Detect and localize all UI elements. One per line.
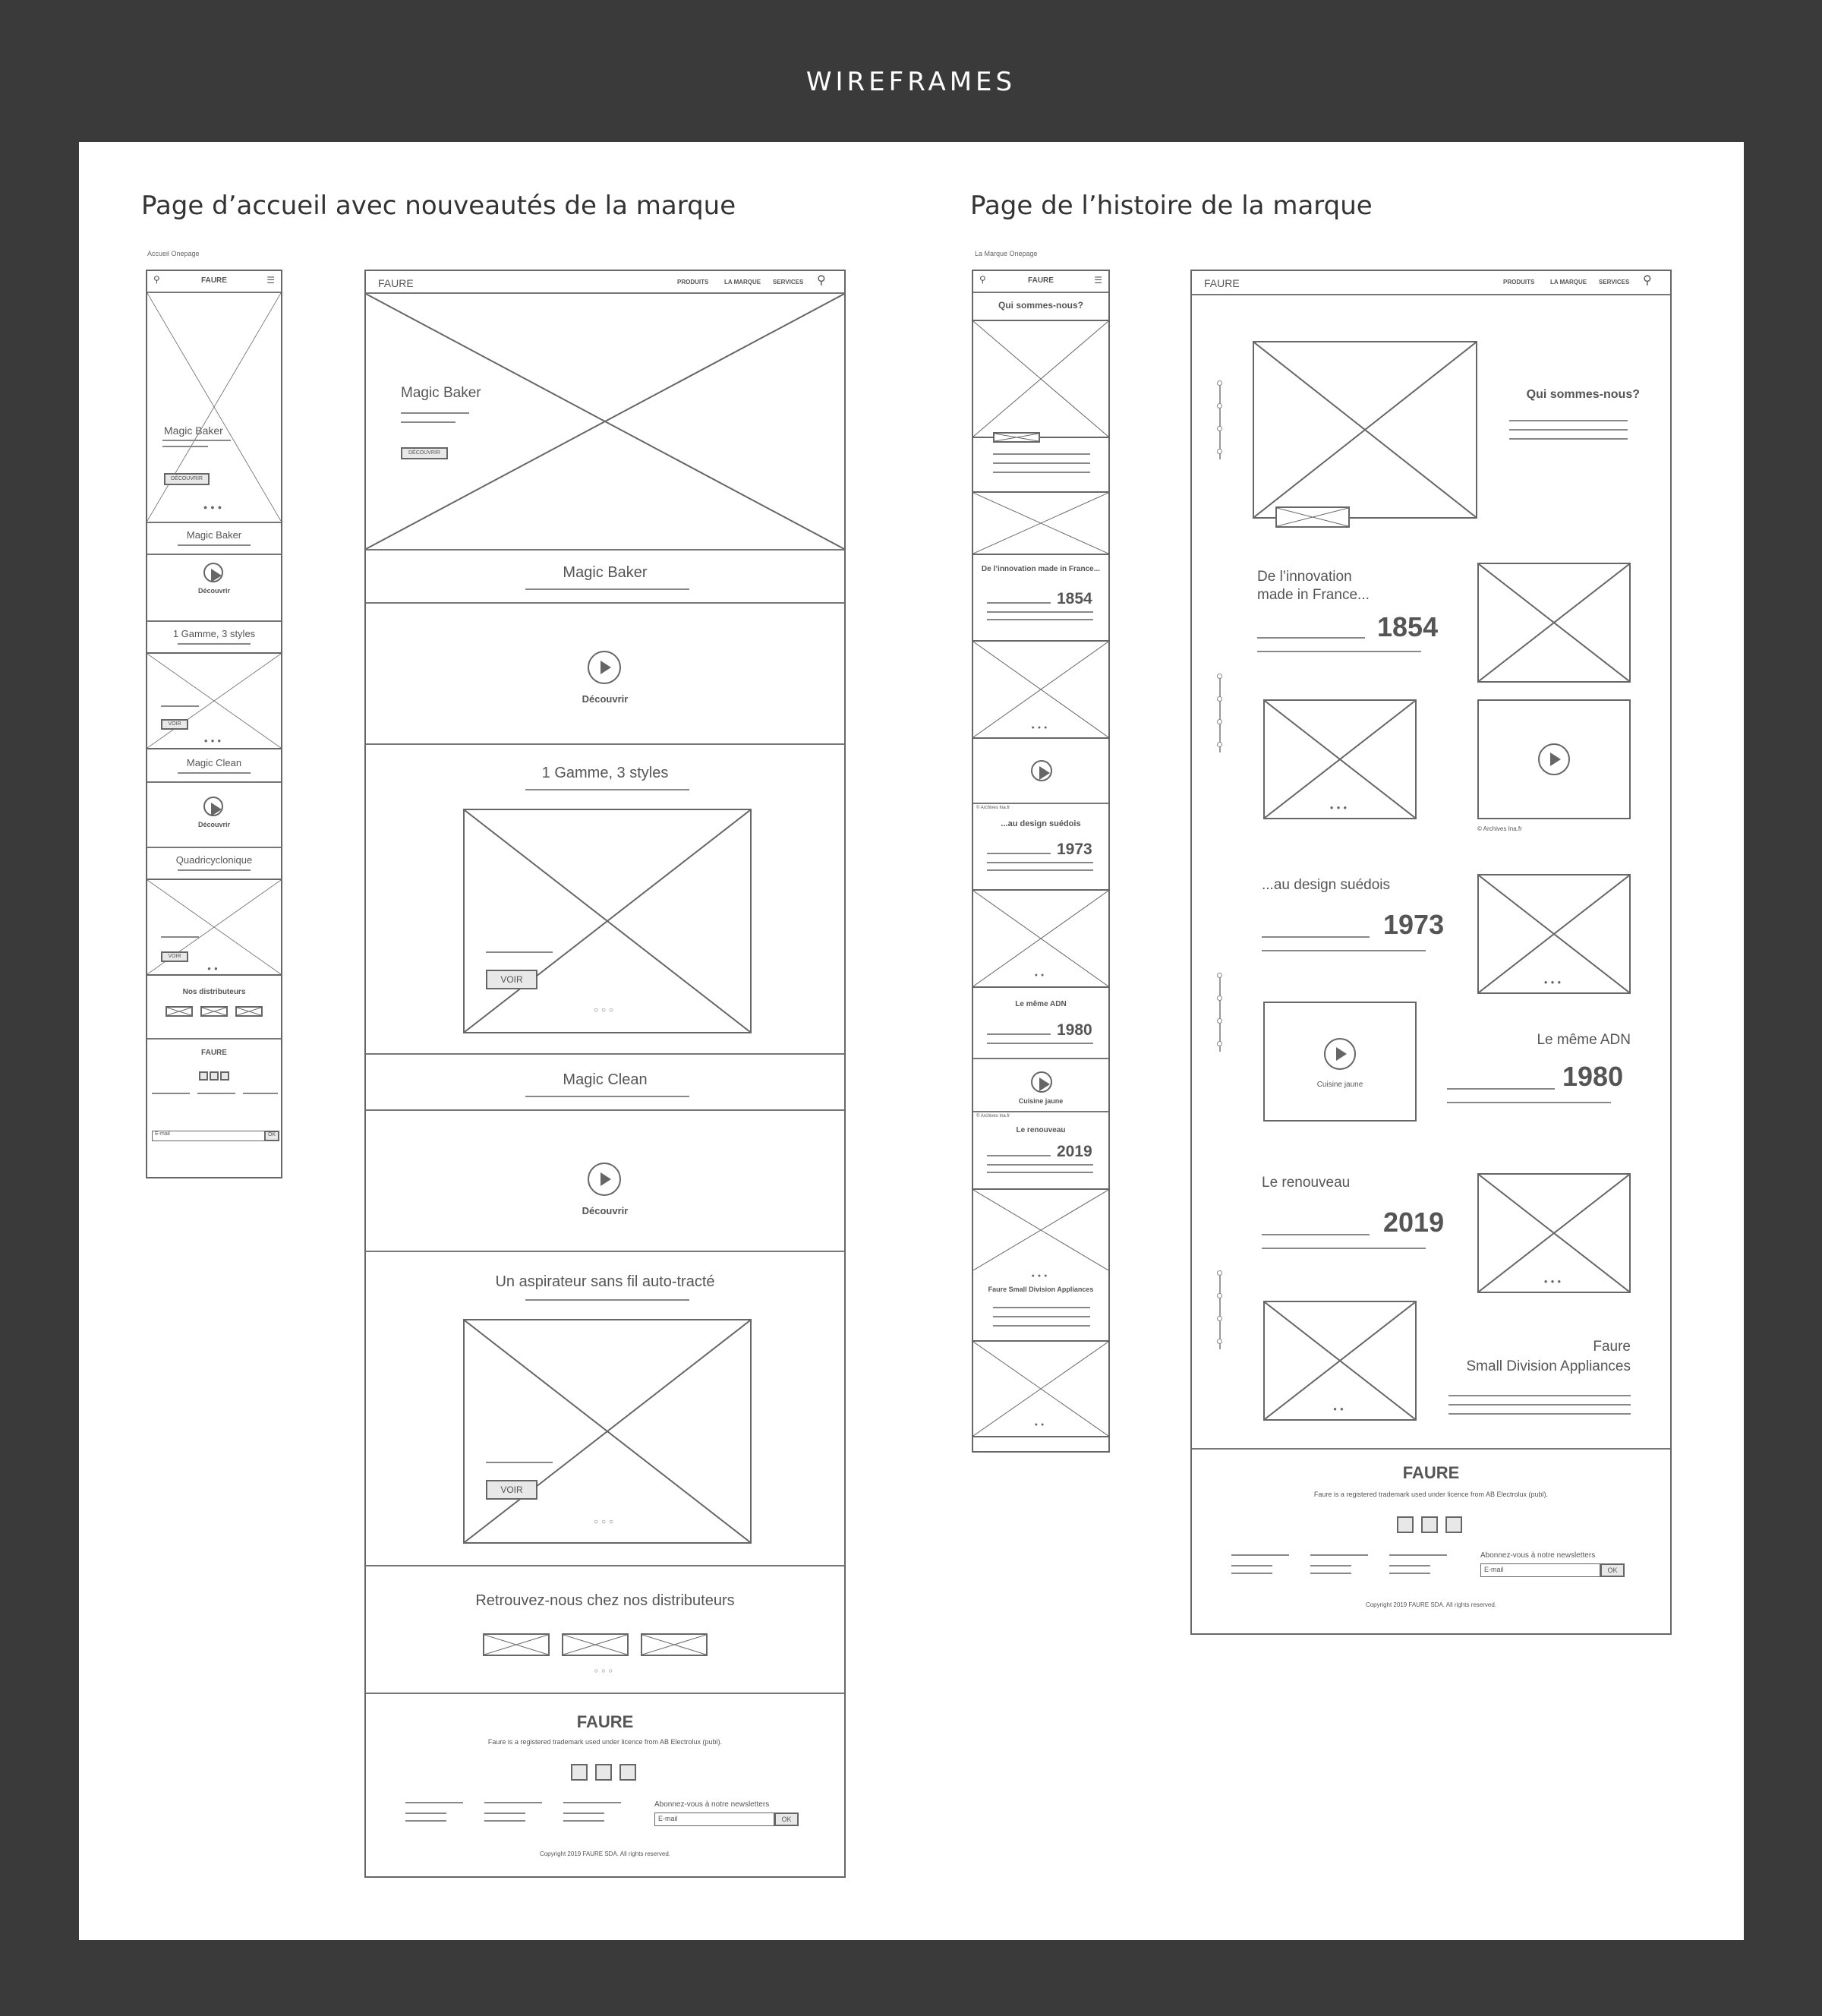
desktop-ok-button[interactable]: OK xyxy=(774,1813,799,1826)
archives-credit: © Archives Ina.fr xyxy=(1477,825,1522,832)
timeline-dot[interactable] xyxy=(1217,1293,1222,1298)
play-icon[interactable] xyxy=(1031,1071,1052,1093)
desktop-year-1854: 1854 xyxy=(1377,611,1439,642)
timeline-dot[interactable] xyxy=(1217,1316,1222,1321)
home-mobile-caption: Accueil Onepage xyxy=(147,250,200,257)
carousel-dots[interactable]: ●● xyxy=(1034,973,1048,978)
mobile-innovation-title: De l’innovation made in France... xyxy=(981,565,1101,573)
mobile-play-label[interactable]: Découvrir xyxy=(197,587,231,595)
wireframe-board xyxy=(79,142,1744,1940)
timeline-dot[interactable] xyxy=(1217,1041,1222,1046)
social-icon[interactable] xyxy=(571,1764,588,1781)
play-icon[interactable] xyxy=(588,1163,621,1196)
desktop-year-1973: 1973 xyxy=(1383,909,1445,940)
desktop-footer-brand: FAURE xyxy=(1402,1463,1460,1482)
social-icon[interactable] xyxy=(1421,1516,1438,1533)
desktop-email-input[interactable]: E-mail xyxy=(654,1813,774,1826)
mobile-voir-button[interactable]: VOIR xyxy=(161,951,188,962)
timeline-dot[interactable] xyxy=(1217,1270,1222,1276)
mobile-s3-title: Magic Clean xyxy=(186,757,242,768)
distributor-logo[interactable] xyxy=(483,1633,550,1656)
history-desktop-frame xyxy=(1190,270,1672,1635)
play-icon[interactable] xyxy=(203,797,223,816)
carousel-dots[interactable]: ●● xyxy=(1034,1422,1048,1428)
mobile-year-1854: 1854 xyxy=(1057,590,1092,607)
mobile-adn-title: Le même ADN xyxy=(1015,1000,1067,1008)
mobile-small-title: Faure Small Division Appliances xyxy=(988,1286,1094,1293)
nav-la-marque[interactable]: LA MARQUE xyxy=(1550,279,1587,286)
nav-services[interactable]: SERVICES xyxy=(1599,279,1630,286)
history-mobile-frame xyxy=(972,270,1110,1272)
mobile-archives-credit: © Archives Ina.fr xyxy=(976,806,1010,810)
social-icon[interactable] xyxy=(619,1764,636,1781)
timeline-dot[interactable] xyxy=(1217,426,1222,431)
desktop-distributors-title: Retrouvez-nous chez nos distributeurs xyxy=(475,1592,735,1609)
desktop-s1-title: Magic Baker xyxy=(563,564,648,581)
desktop-year-1980: 1980 xyxy=(1562,1061,1624,1092)
social-icon[interactable] xyxy=(1397,1516,1414,1533)
desktop-innovation-l1: De l’innovation xyxy=(1257,569,1352,585)
desktop-newsletter-label: Abonnez-vous à notre newsletters xyxy=(1480,1551,1596,1560)
play-icon[interactable] xyxy=(588,651,621,684)
history-mobile-frame-bottom xyxy=(972,1270,1110,1453)
mobile-ok-button[interactable]: OK xyxy=(264,1131,279,1141)
desktop-brand[interactable]: FAURE xyxy=(1204,277,1240,289)
history-image xyxy=(1477,874,1631,994)
timeline-dot[interactable] xyxy=(1217,380,1222,386)
menu-icon[interactable]: ☰ xyxy=(1094,275,1102,286)
mobile-hero-button[interactable]: DÉCOUVRIR xyxy=(164,473,210,485)
desktop-play-label[interactable]: Découvrir xyxy=(582,1205,629,1216)
history-image xyxy=(1263,1301,1417,1421)
play-icon[interactable] xyxy=(1324,1038,1356,1070)
social-icon[interactable] xyxy=(210,1071,219,1081)
desktop-s4-image xyxy=(463,1319,752,1544)
desktop-brand[interactable]: FAURE xyxy=(378,277,414,289)
desktop-s3-title: Magic Clean xyxy=(563,1071,648,1088)
desktop-hero-button[interactable]: DÉCOUVRIR xyxy=(401,447,448,459)
desktop-newsletter-label: Abonnez-vous à notre newsletters xyxy=(654,1800,770,1809)
mobile-brand[interactable]: FAURE xyxy=(1028,276,1054,285)
timeline-dot[interactable] xyxy=(1217,742,1222,747)
desktop-play-label[interactable]: Découvrir xyxy=(582,693,629,705)
timeline-track xyxy=(1219,677,1221,752)
carousel-dots[interactable]: ○○○ xyxy=(593,1006,617,1014)
home-desktop-frame xyxy=(364,270,846,1878)
play-icon[interactable] xyxy=(203,563,223,582)
cuisine-label[interactable]: Cuisine jaune xyxy=(1316,1081,1363,1089)
search-icon[interactable]: ⚲ xyxy=(153,274,160,285)
desktop-s4-title: Un aspirateur sans fil auto-tracté xyxy=(495,1273,715,1290)
carousel-dots[interactable]: ●●● xyxy=(1031,1273,1051,1279)
search-icon[interactable]: ⚲ xyxy=(979,274,986,285)
mobile-archives-credit: © Archives Ina.fr xyxy=(976,1114,1010,1118)
mobile-s2-image xyxy=(147,652,281,749)
mobile-s1-title: Magic Baker xyxy=(186,529,242,541)
nav-produits[interactable]: PRODUITS xyxy=(1503,279,1535,286)
carousel-dots[interactable]: ●●● xyxy=(1031,725,1051,730)
history-image xyxy=(1477,563,1631,683)
carousel-dots[interactable]: ●●● xyxy=(1543,979,1565,986)
distributor-logo[interactable] xyxy=(562,1633,629,1656)
desktop-innovation-l2: made in France... xyxy=(1257,587,1370,603)
carousel-dots[interactable]: ○○○ xyxy=(594,1667,616,1674)
carousel-dots[interactable]: ●●● xyxy=(1543,1278,1565,1285)
mobile-play-label[interactable]: Découvrir xyxy=(197,821,231,828)
desktop-small-l1: Faure xyxy=(1593,1339,1631,1355)
timeline-track xyxy=(1219,976,1221,1052)
mobile-distributors-title: Nos distributeurs xyxy=(182,988,246,996)
timeline-dot[interactable] xyxy=(1217,674,1222,679)
desktop-copyright: Copyright 2019 FAURE SDA. All rights reserved. xyxy=(1365,1601,1497,1608)
timeline-dot[interactable] xyxy=(1217,1018,1222,1024)
mobile-renouveau-title: Le renouveau xyxy=(1016,1126,1066,1134)
desktop-voir-button[interactable]: VOIR xyxy=(486,970,537,989)
timeline-dot[interactable] xyxy=(1217,973,1222,978)
desktop-ok-button[interactable]: OK xyxy=(1600,1563,1625,1577)
mobile-s2-title: 1 Gamme, 3 styles xyxy=(172,628,256,639)
timeline-dot[interactable] xyxy=(1217,719,1222,724)
archive-thumb[interactable] xyxy=(1275,506,1350,528)
home-mobile-frame xyxy=(146,270,282,1178)
timeline-dot[interactable] xyxy=(1217,403,1222,409)
home-section-title: Page d’accueil avec nouveautés de la marque xyxy=(141,191,736,221)
history-mobile-caption: La Marque Onepage xyxy=(975,250,1038,257)
mobile-voir-button[interactable]: VOIR xyxy=(161,719,188,730)
nav-la-marque[interactable]: LA MARQUE xyxy=(724,279,761,286)
carousel-dots[interactable]: ●● xyxy=(1333,1406,1347,1412)
wireframes-title: WIREFRAMES xyxy=(805,67,1017,97)
desktop-hero-title: Magic Baker xyxy=(401,385,481,401)
timeline-dot[interactable] xyxy=(1217,995,1222,1001)
mobile-history-image xyxy=(973,640,1108,739)
mobile-year-1980: 1980 xyxy=(1057,1021,1092,1039)
mobile-hero-title: Magic Baker xyxy=(164,424,223,437)
desktop-q-title: Qui sommes-nous? xyxy=(1526,388,1640,401)
timeline-dot[interactable] xyxy=(1217,696,1222,702)
desktop-s2-image xyxy=(463,809,752,1033)
distributor-logo[interactable] xyxy=(641,1633,708,1656)
timeline-track xyxy=(1219,1273,1221,1349)
nav-services[interactable]: SERVICES xyxy=(773,279,804,286)
mobile-history-image xyxy=(973,491,1108,555)
nav-produits[interactable]: PRODUITS xyxy=(677,279,709,286)
desktop-small-l2: Small Division Appliances xyxy=(1466,1358,1631,1374)
desktop-footer-brand: FAURE xyxy=(576,1712,634,1731)
mobile-brand[interactable]: FAURE xyxy=(201,276,227,285)
social-icon[interactable] xyxy=(199,1071,208,1081)
mobile-history-image xyxy=(973,1188,1108,1270)
history-image xyxy=(1263,699,1417,819)
desktop-email-input[interactable]: E-mail xyxy=(1480,1563,1600,1577)
carousel-dots[interactable]: ○○○ xyxy=(593,1518,617,1526)
mobile-swedish-title: ...au design suédois xyxy=(1001,819,1081,828)
desktop-adn-title: Le même ADN xyxy=(1537,1032,1631,1048)
menu-icon[interactable]: ☰ xyxy=(266,275,275,286)
play-icon[interactable] xyxy=(1538,743,1570,775)
desktop-copyright: Copyright 2019 FAURE SDA. All rights reserved. xyxy=(539,1850,671,1857)
desktop-footer-trademark: Faure is a registered trademark used under licence from AB Electrolux (publ). xyxy=(1313,1491,1549,1498)
carousel-dots[interactable]: ●●● xyxy=(203,503,225,511)
mobile-email-input[interactable]: E-mail xyxy=(152,1131,266,1141)
mobile-history-image xyxy=(973,320,1108,438)
desktop-footer-trademark: Faure is a registered trademark used under licence from AB Electrolux (publ). xyxy=(487,1738,723,1746)
desktop-voir-button[interactable]: VOIR xyxy=(486,1480,537,1500)
carousel-dots[interactable]: ●●● xyxy=(1329,804,1351,811)
history-image-main xyxy=(1253,341,1477,519)
carousel-dots[interactable]: ●● xyxy=(207,965,221,972)
mobile-year-1973: 1973 xyxy=(1057,841,1092,858)
play-icon[interactable] xyxy=(1031,760,1052,781)
search-icon[interactable]: ⚲ xyxy=(817,274,826,287)
mobile-cuisine-label[interactable]: Cuisine jaune xyxy=(1018,1097,1064,1105)
desktop-s2-title: 1 Gamme, 3 styles xyxy=(541,765,669,781)
history-image xyxy=(1477,1173,1631,1293)
timeline-track xyxy=(1219,383,1221,459)
social-icon[interactable] xyxy=(595,1764,612,1781)
timeline-dot[interactable] xyxy=(1217,449,1222,454)
desktop-renouveau-title: Le renouveau xyxy=(1262,1175,1351,1191)
desktop-swedish-title: ...au design suédois xyxy=(1262,877,1391,893)
search-icon[interactable]: ⚲ xyxy=(1643,274,1652,287)
desktop-year-2019: 2019 xyxy=(1383,1207,1445,1238)
history-section-title: Page de l’histoire de la marque xyxy=(970,191,1373,221)
mobile-q-title: Qui sommes-nous? xyxy=(998,300,1083,311)
social-icon[interactable] xyxy=(220,1071,229,1081)
mobile-archive-thumb[interactable] xyxy=(993,432,1040,443)
carousel-dots[interactable]: ●●● xyxy=(203,737,225,744)
distributor-logo[interactable] xyxy=(165,1006,193,1017)
mobile-footer-brand: FAURE xyxy=(201,1049,227,1057)
mobile-hero-image xyxy=(147,293,281,521)
timeline-dot[interactable] xyxy=(1217,1339,1222,1344)
mobile-year-2019: 2019 xyxy=(1057,1143,1092,1160)
distributor-logo[interactable] xyxy=(200,1006,228,1017)
mobile-s4-title: Quadricyclonique xyxy=(175,854,253,866)
social-icon[interactable] xyxy=(1445,1516,1462,1533)
distributor-logo[interactable] xyxy=(235,1006,263,1017)
